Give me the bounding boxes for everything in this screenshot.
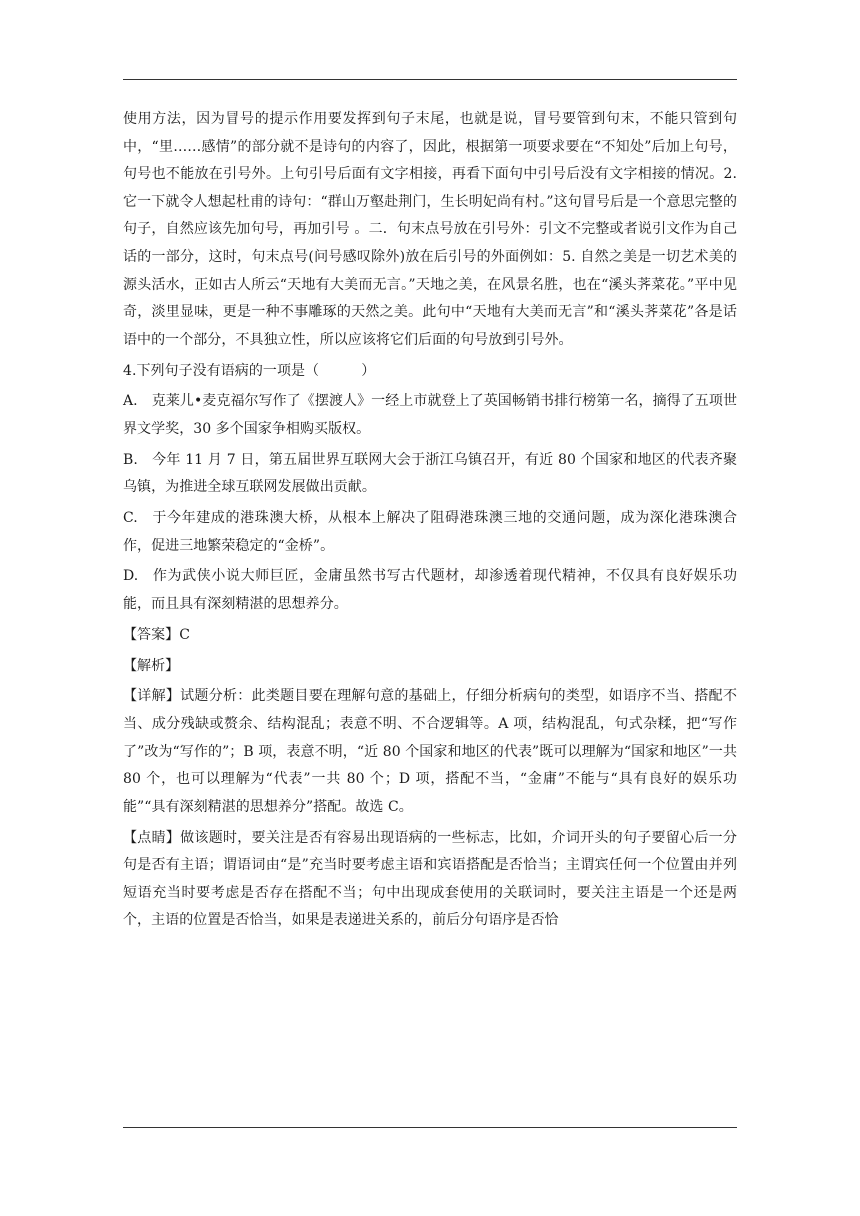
- question-stem: 4.下列句子没有语病的一项是（ ）: [123, 362, 376, 379]
- header-rule: [123, 79, 737, 80]
- option-b-text: 今年 11 月 7 日，第五届世界互联网大会于浙江乌镇召开，有近 80 个国家和地区的代表齐聚乌镇，为推进全球互联网发展做出贡献。: [123, 451, 737, 496]
- analysis-paragraph: 使用方法，因为冒号的提示作用要发挥到句子末尾，也就是说，冒号要管到句末，不能只管到句中，“里……感情”的部分就不是诗句的内容了，因此，根据第一项要求要在“不知处”后加上句号，句号也不能放在引号外。上句引号后面有文字相接，再看下面句中引号后没有文字相接的情况。2. 它一下就令人想起杜甫的诗句：“群山万壑赴荆门，生长明妃尚有村。”这句冒号后是一个意思完整的句子，自然应该先加句号，再加引号 。二．句末点号放在引号外：引文不完整或者说引文作为自己话的一部分，这时，句末点号(问号感叹除外)放在后引号的外面例如：5. 自然之美是一切艺术美的源头活水，正如古人所云“天地有大美而无言。”天地之美，在风景名胜，也在“溪头荠菜花。”平中见奇，淡里显味，更是一种不事雕琢的天然之美。此句中“天地有大美而无言”和“溪头荠菜花”各是话语中的一个部分，不具独立性，所以应该将它们后面的句号放到引号外。: [123, 111, 737, 348]
- tip-paragraph: 【点睛】做该题时，要关注是否有容易出现语病的一些标志，比如，介词开头的句子要留心后一分句是否有主语；谓语词由“是”充当时要考虑主语和宾语搭配是否恰当；主谓宾任何一个位置由并列短语充当时要考虑是否存在搭配不当；句中出现成套使用的关联词时，要关注主语是一个还是两个，主语的位置是否恰当，如果是表递进关系的，前后分句语序是否恰: [123, 829, 737, 929]
- option-b-label: B.: [123, 451, 138, 468]
- option-d-label: D.: [123, 568, 139, 585]
- option-c-text: 于今年建成的港珠澳大桥，从根本上解决了阻碍港珠澳三地的交通问题，成为深化港珠澳合作，促进三地繁荣稳定的“金桥”。: [123, 510, 737, 554]
- option-c-label: C.: [123, 510, 138, 527]
- detail-paragraph: 【详解】试题分析：此类题目要在理解句意的基础上，仔细分析病句的类型，如语序不当、搭配不当、成分残缺或赘余、结构混乱；表意不明、不合逻辑等。A 项，结构混乱，句式杂糅，把“写作了”改为“写作的”；B 项，表意不明，“近 80 个国家和地区的代表”既可以理解为“国家和地区”一共 80 个，也可以理解为“代表”一共 80 个；D 项，搭配不当，“金庸”不能与“具有良好的娱乐功能”“具有深刻精湛的思想养分”搭配。故选 C。: [123, 688, 737, 815]
- answer-line: 【答案】C: [123, 626, 190, 643]
- analysis-heading: 【解析】: [123, 657, 180, 674]
- option-a-text: 克莱儿•麦克福尔写作了《摆渡人》一经上市就登上了英国畅销书排行榜第一名，摘得了五项世界文学奖，30 多个国家争相购买版权。: [123, 393, 737, 437]
- footer-rule: [123, 1127, 737, 1128]
- option-d: [123, 563, 737, 618]
- option-b: [123, 447, 737, 502]
- option-d-text: 作为武侠小说大师巨匠，金庸虽然书写古代题材，却渗透着现代精神，不仅具有良好娱乐功能，而且具有深刻精湛的思想养分。: [123, 568, 737, 613]
- option-a-label: A.: [123, 393, 138, 410]
- option-a: [123, 388, 737, 443]
- document-body: [123, 106, 737, 938]
- option-c: [123, 505, 737, 560]
